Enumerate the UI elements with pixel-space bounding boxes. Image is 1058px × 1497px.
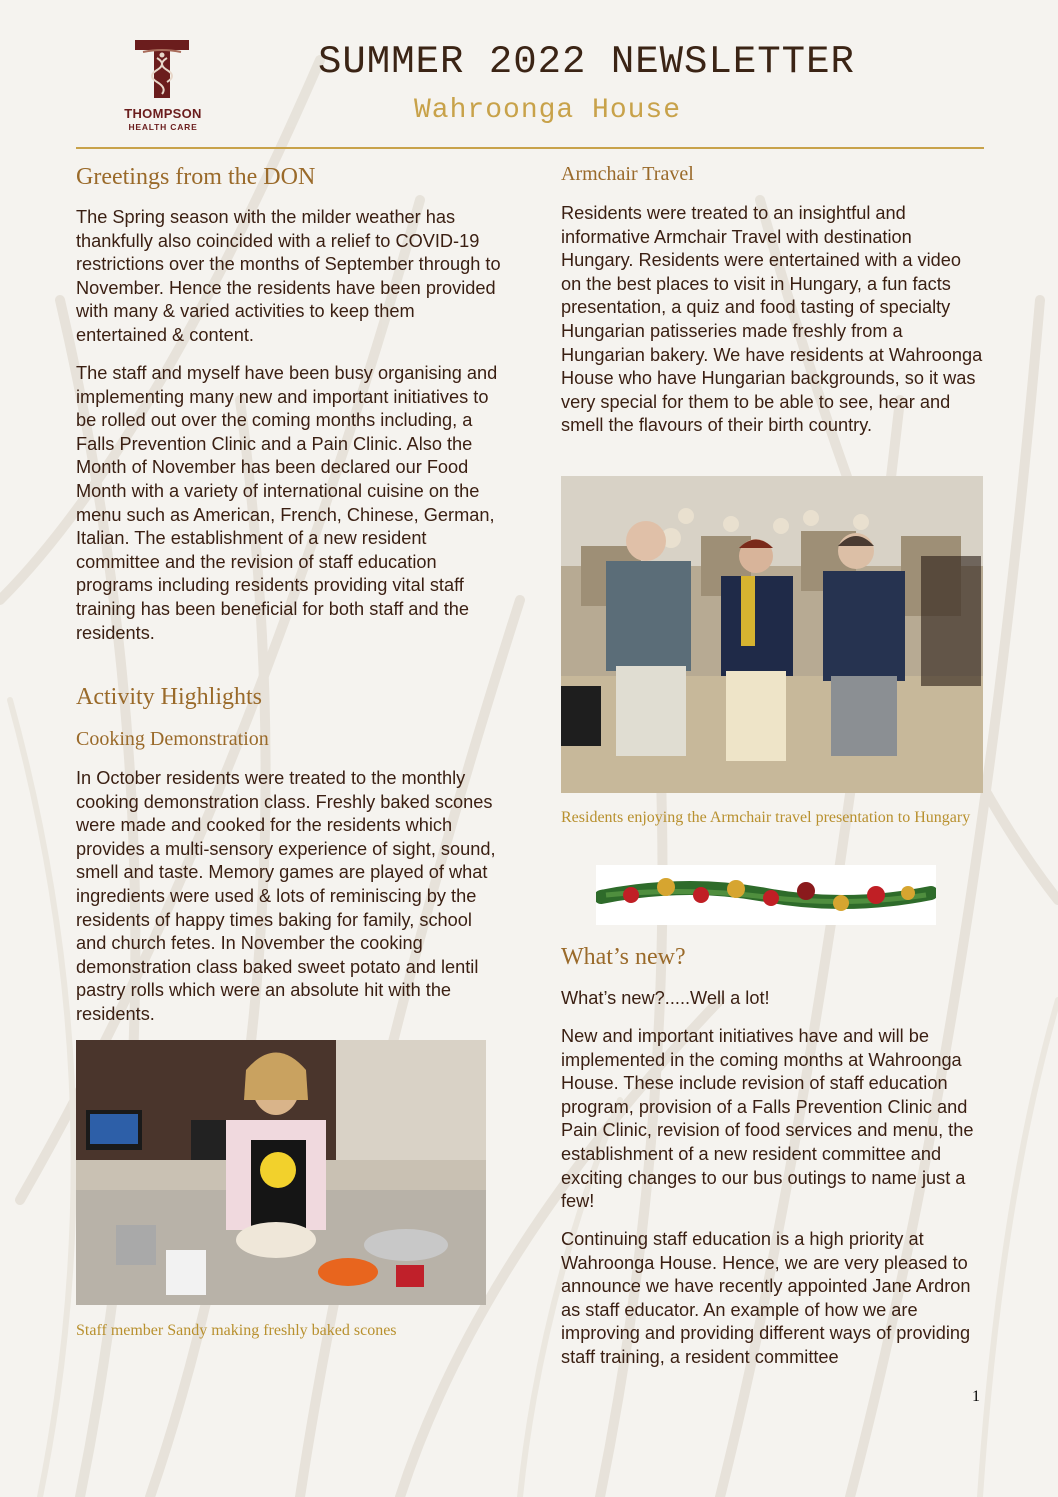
page-number: 1 bbox=[972, 1388, 980, 1405]
greetings-heading: Greetings from the DON bbox=[76, 164, 316, 190]
whats-new-paragraph-2: New and important initiatives have and will be implemented in the coming months at Wahroonga House. These include revision of staff education program, provision of a Falls Prevention Clinic and Pain Clinic, revision of food services and menu, the establishment of a new resident committee and exciting changes to our bus outings to name just a few! bbox=[561, 1026, 974, 1212]
cooking-demonstration-heading: Cooking Demonstration bbox=[76, 728, 269, 750]
cooking-photo bbox=[76, 1040, 486, 1305]
activity-highlights-heading: Activity Highlights bbox=[76, 684, 262, 710]
newsletter-title: SUMMER 2022 NEWSLETTER bbox=[318, 40, 855, 84]
whats-new-heading: What’s new? bbox=[561, 944, 686, 970]
cooking-paragraph: In October residents were treated to the monthly cooking demonstration class. Freshly baked scones were made and cooked for the residents which provides a multi-sensory experience of sight, sound, smell and taste. Memory games are played of what ingredients were used & lots of reminiscing by the residents of happy times baking for family, school and church fetes. In November the cooking demonstration class baked sweet potato and lentil pastry rolls which were an absolute hit with the residents. bbox=[76, 768, 496, 1024]
christmas-garland-image bbox=[596, 865, 936, 925]
newsletter-subtitle: Wahroonga House bbox=[414, 95, 682, 126]
cooking-photo-caption: Staff member Sandy making freshly baked scones bbox=[76, 1322, 397, 1339]
caduceus-t-icon bbox=[133, 38, 191, 100]
armchair-travel-heading: Armchair Travel bbox=[561, 163, 694, 185]
residents-photo bbox=[561, 476, 983, 793]
residents-photo-caption: Residents enjoying the Armchair travel presentation to Hungary bbox=[561, 809, 971, 826]
brand-subtitle: HEALTH CARE bbox=[128, 122, 198, 132]
whats-new-paragraph-3: Continuing staff education is a high priority at Wahroonga House. Hence, we are very pleased to announce we have recently appointed Jane Ardron as staff educator. An example of how we are improving and providing different ways of providing staff training, a resident committee bbox=[561, 1229, 971, 1367]
greetings-paragraph-1: The Spring season with the milder weather has thankfully also coincided with a relief to COVID-19 restrictions over the months of September through to November. Hence the residents have been provided with many & varied activities to keep them entertained & content. bbox=[76, 207, 501, 345]
thompson-logo bbox=[113, 38, 213, 134]
whats-new-paragraph-1: What’s new?.....Well a lot! bbox=[561, 988, 770, 1008]
armchair-travel-paragraph: Residents were treated to an insightful and informative Armchair Travel with destination Hungary. Residents were entertained with a video on the best places to visit in Hungary, a fun facts presentation, a quiz and food tasting of specialty Hungarian patisseries made freshly from a Hungarian bakery. We have residents at Wahroonga House who have Hungarian backgrounds, so it was very special for them to be able to see, hear and smell the flavours of their birth country. bbox=[561, 203, 983, 436]
brand-name: THOMPSON bbox=[124, 106, 202, 121]
header-divider bbox=[76, 147, 984, 149]
greetings-paragraph-2: The staff and myself have been busy organising and implementing many new and important initiatives to be rolled out over the coming months including, a Falls Prevention Clinic and a Pain Clinic. Also the Month of November has been declared our Food Month with a variety of international cuisine on the menu such as American, French, Chinese, German, Italian. The establishment of a new resident committee and the revision of staff education programs including residents providing vital staff training has been beneficial for both staff and the residents. bbox=[76, 363, 498, 643]
